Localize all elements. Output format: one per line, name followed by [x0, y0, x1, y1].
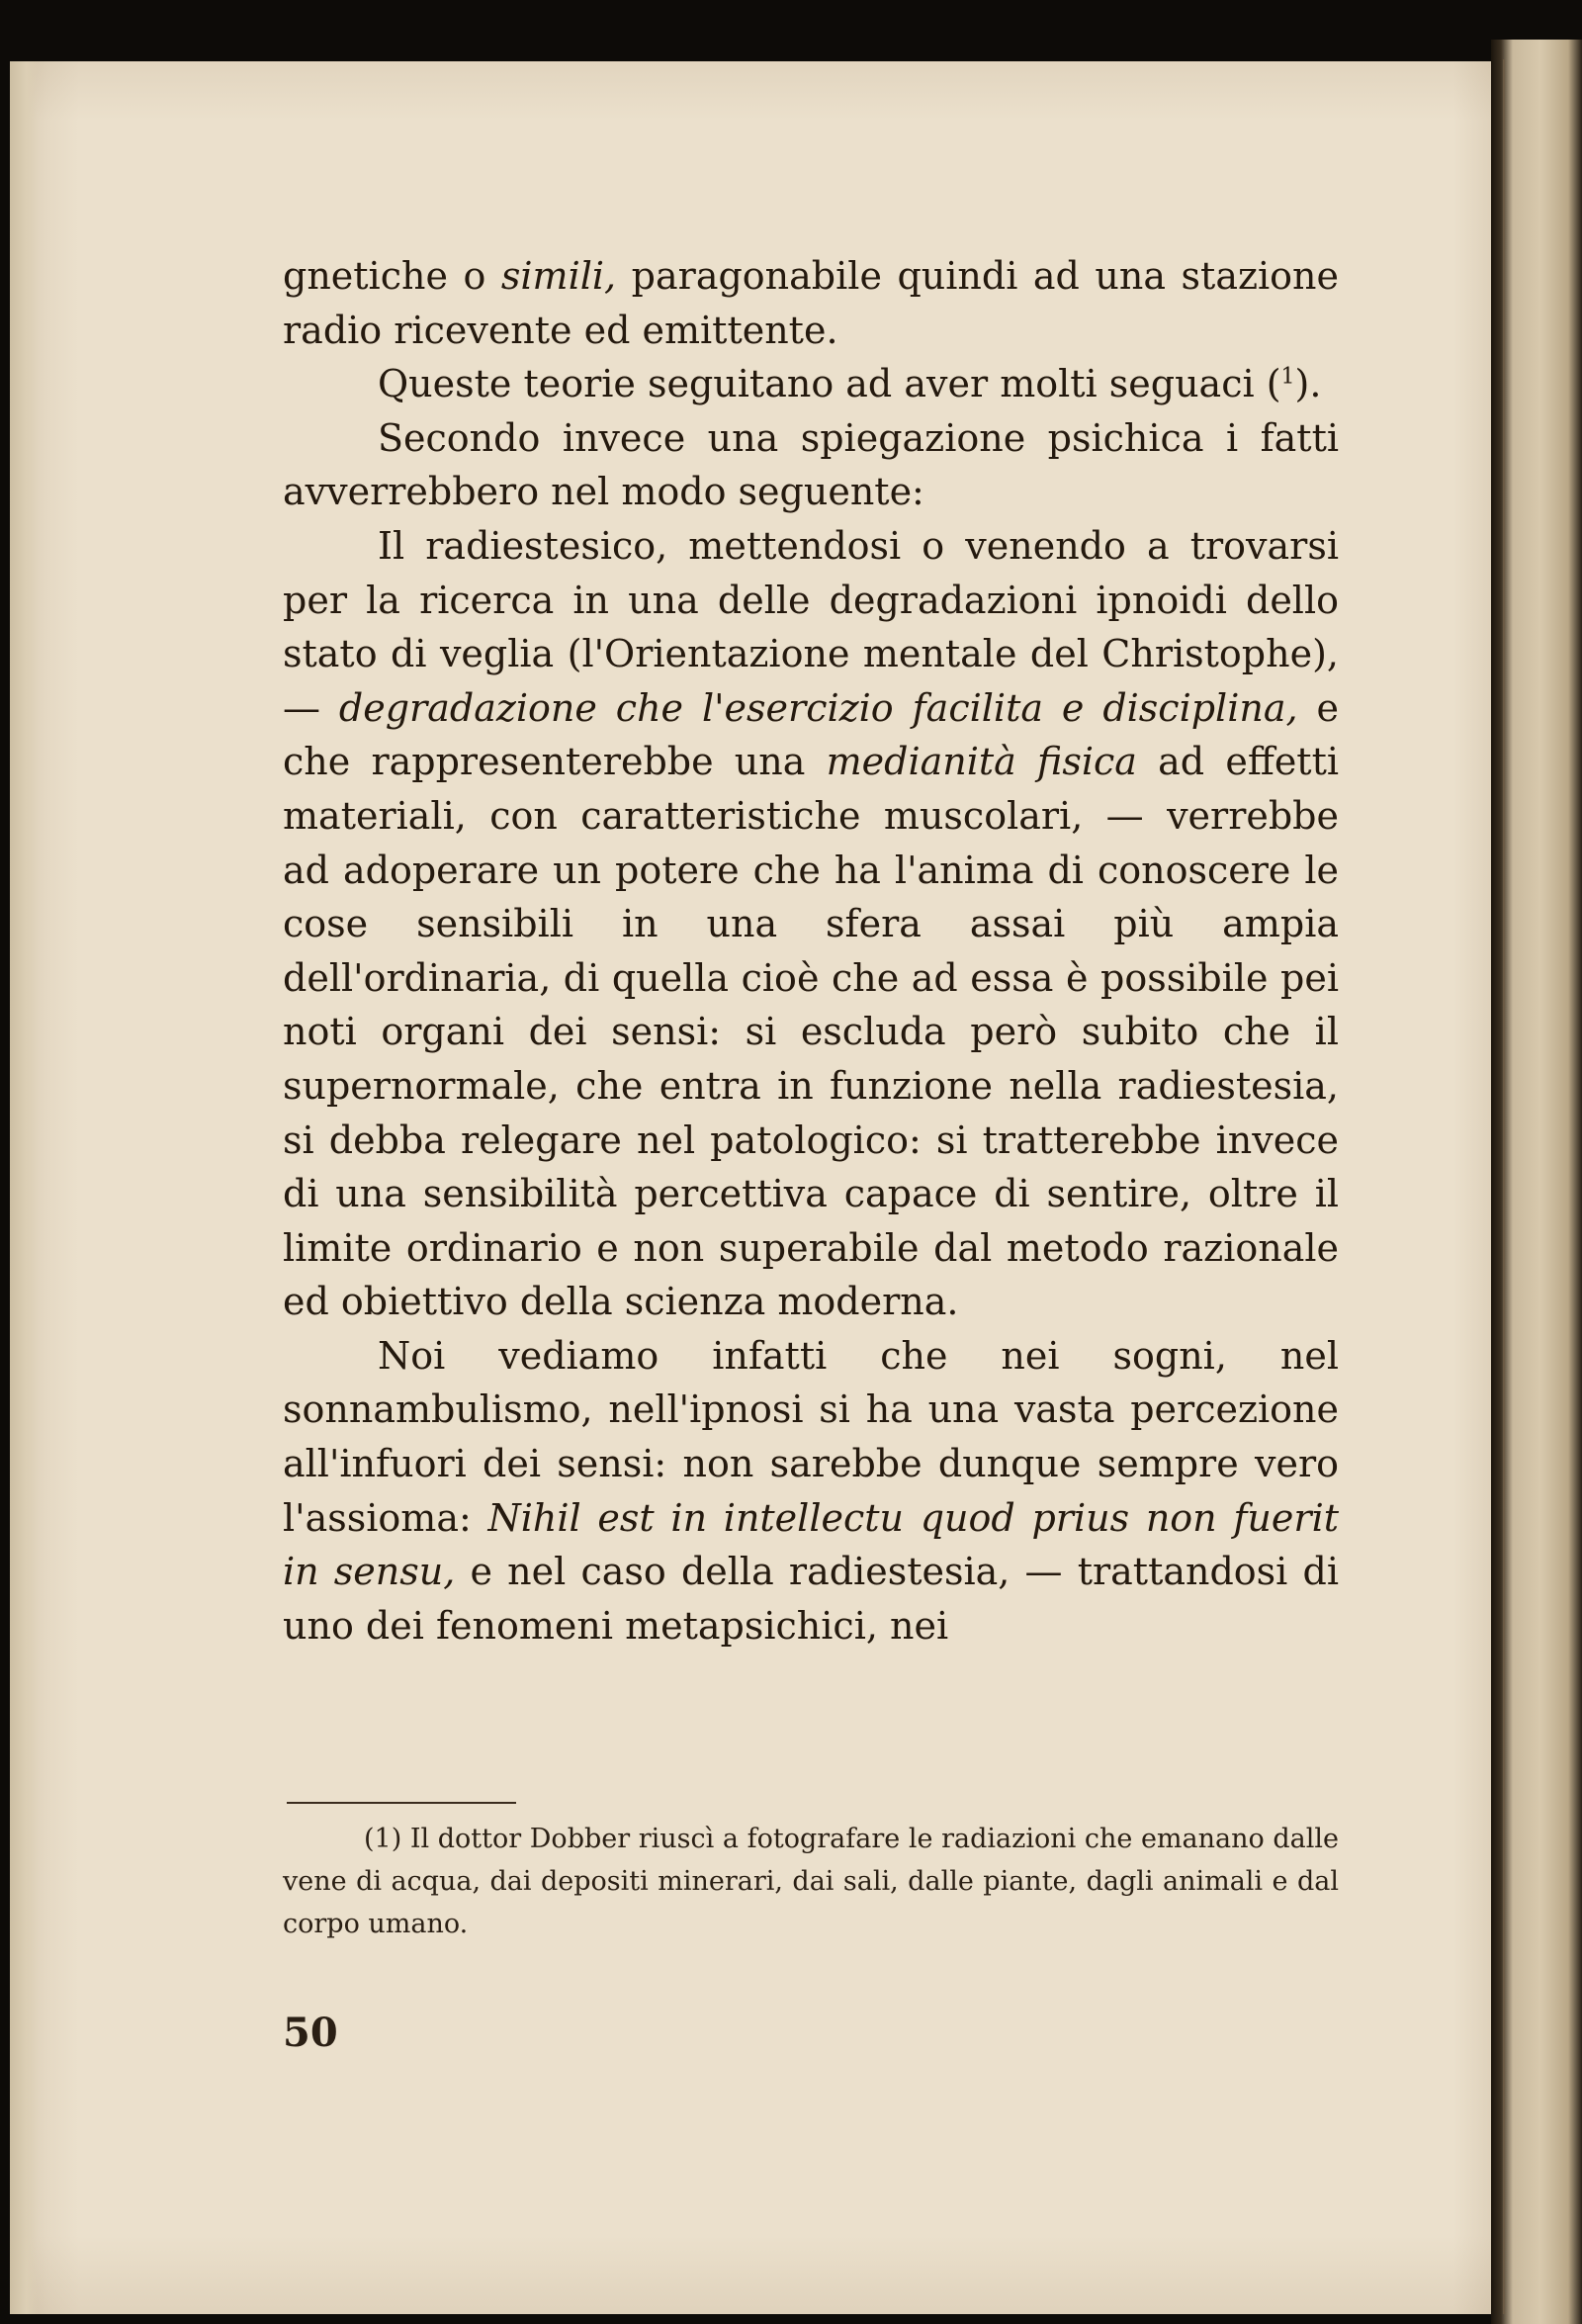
footnote-ref-1: 1 [1280, 364, 1295, 390]
footnote-separator [287, 1802, 516, 1804]
page-left-edge [10, 61, 38, 2314]
page-number: 50 [283, 2010, 338, 2056]
paragraph-4: Il radiestesico, mettendosi o venendo a trovarsi per la ricerca in una delle degradazioni ipnoidi dello stato di veglia (l'Orientazione mentale del Christophe), — degradazione che l'esercizio facilita e disciplina, e che rappresenterebbe una medianità fisica ad effetti materiali, con caratteristiche muscolari, — verrebbe ad adoperare un potere che ha l'anima di conoscere le cose sensibili in una sfera assai più ampia dell'ordinaria, di quella cioè che ad essa è possibile pei noti organi dei sensi: si escluda però subito che il supernormale, che entra in funzione nella radiestesia, si debba relegare nel patologico: si tratterebbe invece di una sensibilità percettiva capace di sentire, oltre il limite ordinario e non superabile dal metodo razionale ed obiettivo della scienza moderna. [283, 523, 1339, 1324]
paragraph-2: Queste teorie seguitano ad aver molti seguaci ($^1$). [378, 362, 1322, 406]
paragraph-5: Noi vediamo infatti che nei sogni, nel sonnambulismo, nell'ipnosi si ha una vasta percezione all'infuori dei sensi: non sarebbe dunque sempre vero l'assioma: Nihil est in intellectu quod prius non fuerit in sensu, e nel caso della radiestesia, — trattandosi di uno dei fenomeni metapsichici, nei [283, 1333, 1339, 1648]
footnote: (1) Il dottor Dobber riuscì a fotografare le radiazioni che emanano dalle vene di acqua, dai depositi minerari, dai sali, dalle piante, dagli animali e dal corpo umano. [283, 1824, 1339, 1939]
body-text [283, 249, 1339, 1653]
binding-shadow-line [1503, 59, 1505, 2314]
paragraph-1: gnetiche o simili, paragonabile quindi ad una stazione radio ricevente ed emittente. [283, 254, 1339, 352]
paragraph-3: Secondo invece una spiegazione psichica i fatti avverrebbero nel modo seguente: [283, 415, 1339, 514]
